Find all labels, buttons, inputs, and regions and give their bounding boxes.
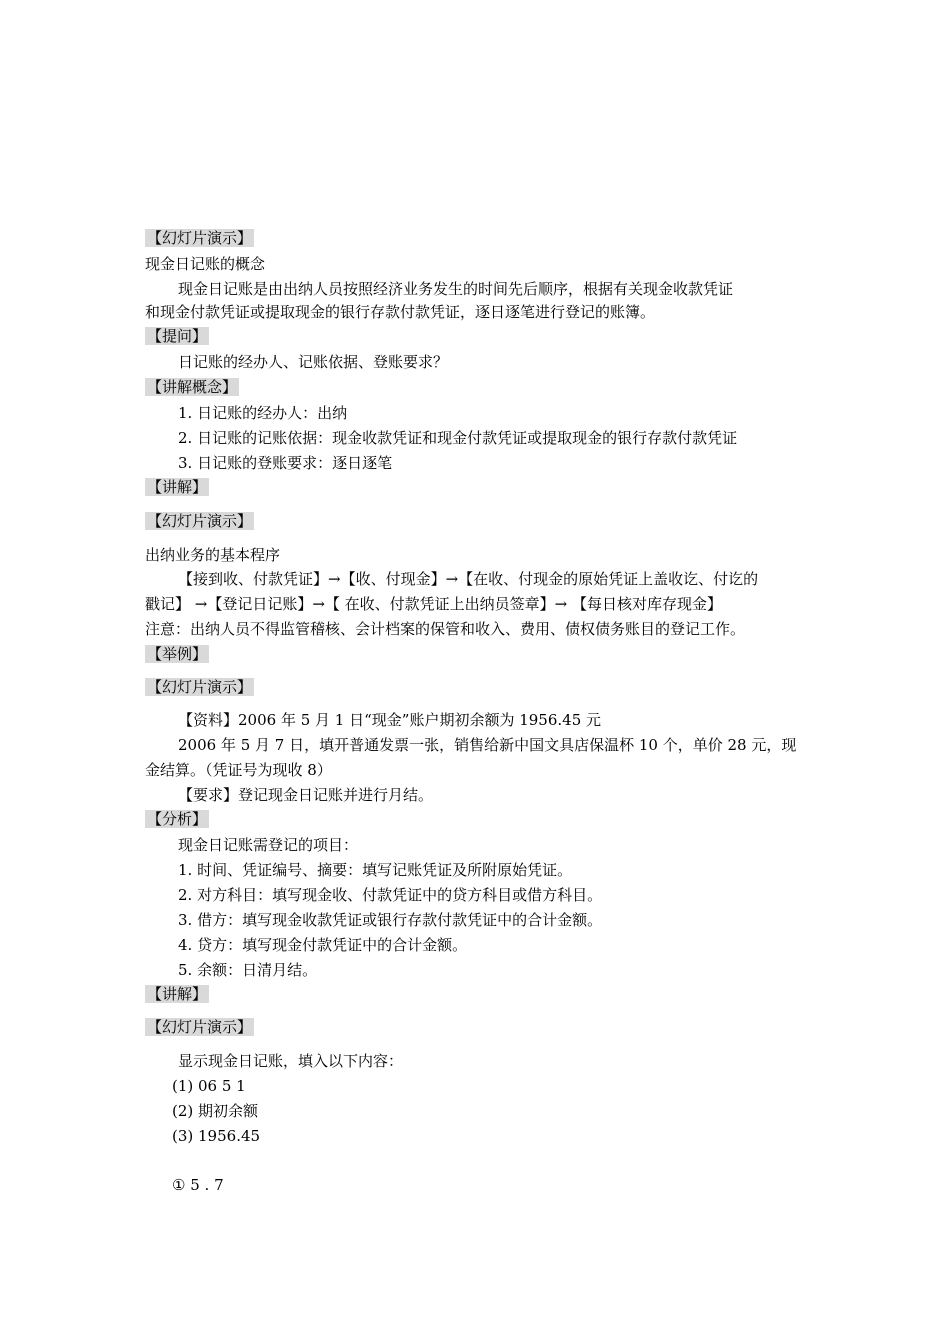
analysis-intro: 现金日记账需登记的项目： [178,836,359,854]
list-item: 1. 日记账的经办人：出纳 [178,404,348,422]
section-tag [145,984,209,1004]
tag-label: 【举例】 [147,645,208,663]
section-tag [145,809,209,829]
section-tag [145,377,239,397]
requirement-line: 【要求】登记现金日记账并进行月结。 [178,786,434,804]
display-intro: 显示现金日记账，填入以下内容： [178,1052,404,1070]
section-tag [145,511,254,531]
paragraph-line: 现金日记账是由出纳人员按照经济业务发生的时间先后顺序，根据有关现金收款凭证 [178,280,734,298]
section-tag [145,677,254,697]
example-line: 金结算。（凭证号为现收 8） [145,761,332,779]
section-tag [145,326,209,346]
section-title: 现金日记账的概念 [145,255,266,273]
tag-label: 【幻灯片演示】 [147,229,253,247]
list-item: 5. 余额：日清月结。 [178,961,318,979]
list-item: 1. 时间、凭证编号、摘要：填写记账凭证及所附原始凭证。 [178,861,573,879]
list-item: (3) 1956.45 [172,1127,261,1145]
flow-line: 戳记】 →【登记日记账】→【 在收、付款凭证上出纳员签章】→ 【每日核对库存现金】 [145,595,723,613]
tag-label: 【讲解概念】 [147,378,238,396]
paragraph-line: 和现金付款凭证或提取现金的银行存款付款凭证，逐日逐笔进行登记的账簿。 [145,303,656,321]
tag-label: 【提问】 [147,327,208,345]
section-tag [145,1017,254,1037]
list-item: 2. 日记账的记账依据：现金收款凭证和现金付款凭证或提取现金的银行存款付款凭证 [178,429,738,447]
question-line: 日记账的经办人、记账依据、登账要求？ [178,353,449,371]
list-item: 3. 日记账的登账要求：逐日逐笔 [178,454,393,472]
tag-label: 【讲解】 [147,478,208,496]
tag-label: 【讲解】 [147,985,208,1003]
flow-line: 【接到收、付款凭证】→【收、付现金】→【在收、付现金的原始凭证上盖收讫、付讫的 [178,570,759,588]
list-item: (2) 期初余额 [172,1102,259,1120]
section-title: 出纳业务的基本程序 [145,546,281,564]
list-item: 4. 贷方：填写现金付款凭证中的合计金额。 [178,936,468,954]
section-tag [145,644,209,664]
section-tag [145,228,254,248]
list-item: 3. 借方：填写现金收款凭证或银行存款付款凭证中的合计金额。 [178,911,603,929]
tag-label: 【幻灯片演示】 [147,512,253,530]
list-item: (1) 06 5 1 [172,1077,246,1095]
tag-label: 【幻灯片演示】 [147,1018,253,1036]
tag-label: 【分析】 [147,810,208,828]
example-line: 2006 年 5 月 7 日，填开普通发票一张，销售给新中国文具店保温杯 10 个，单价 28 元，现 [178,736,797,754]
list-item: ① 5 . 7 [172,1176,224,1194]
tag-label: 【幻灯片演示】 [147,678,253,696]
note-line: 注意：出纳人员不得监管稽核、会计档案的保管和收入、费用、债权债务账目的登记工作。 [145,620,746,638]
list-item: 2. 对方科目：填写现金收、付款凭证中的贷方科目或借方科目。 [178,886,603,904]
section-tag [145,477,209,497]
data-line: 【资料】2006 年 5 月 1 日“现金”账户期初余额为 1956.45 元 [178,711,602,729]
